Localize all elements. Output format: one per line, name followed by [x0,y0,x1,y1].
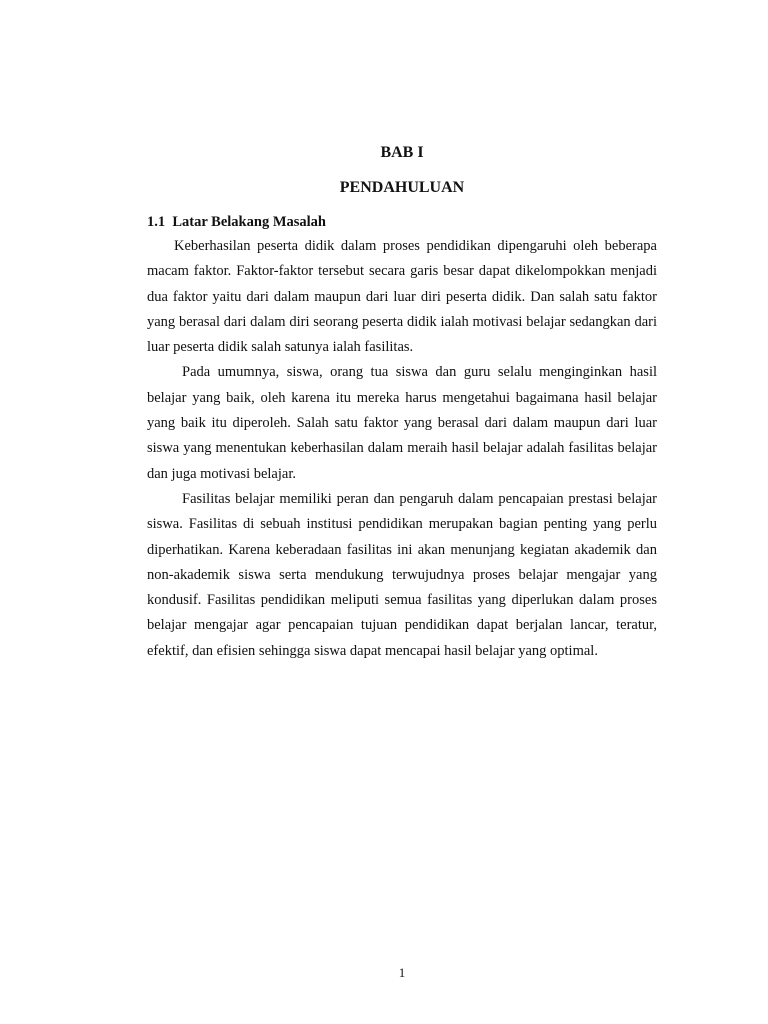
section-heading: 1.1 Latar Belakang Masalah [147,214,326,230]
paragraph-3: Fasilitas belajar memiliki peran dan pengaruh dalam pencapaian prestasi belajar siswa. Fasilitas di sebuah institusi pendidikan merupakan bagian penting yang perlu diperhatikan. Karena keberadaan fasilitas ini akan menunjang kegiatan akademik dan non-akademik siswa serta mendukung terwujudnya proses belajar mengajar yang kondusif. Fasilitas pendidikan meliputi semua fasilitas yang diperlukan dalam proses belajar mengajar agar pencapaian tujuan pendidikan dapat berjalan lancar, teratur, efektif, dan efisien sehingga siswa dapat mencapai hasil belajar yang optimal. [147,490,657,659]
page-number: 1 [398,965,406,980]
chapter-title: PENDAHULUAN [339,179,465,196]
body-text [147,234,657,664]
paragraph-1: Keberhasilan peserta didik dalam proses pendidikan dipengaruhi oleh beberapa macam faktor. Faktor-faktor tersebut secara garis besar dapat dikelompokkan menjadi dua faktor yaitu dari dalam maupun dari luar diri peserta didik. Dan salah satu faktor yang berasal dari dalam diri seorang peserta didik ialah motivasi belajar sedangkan dari luar peserta didik salah satunya ialah fasilitas. [147,238,657,356]
paragraph-2: Pada umumnya, siswa, orang tua siswa dan guru selalu menginginkan hasil belajar yang baik, oleh karena itu mereka harus mengetahui bagaimana hasil belajar yang baik itu diperoleh. Salah satu faktor yang berasal dari dalam maupun dari luar siswa yang menentukan keberhasilan dalam meraih hasil belajar adalah fasilitas belajar dan juga motivasi belajar. [147,364,657,482]
chapter-label: BAB I [380,144,424,161]
